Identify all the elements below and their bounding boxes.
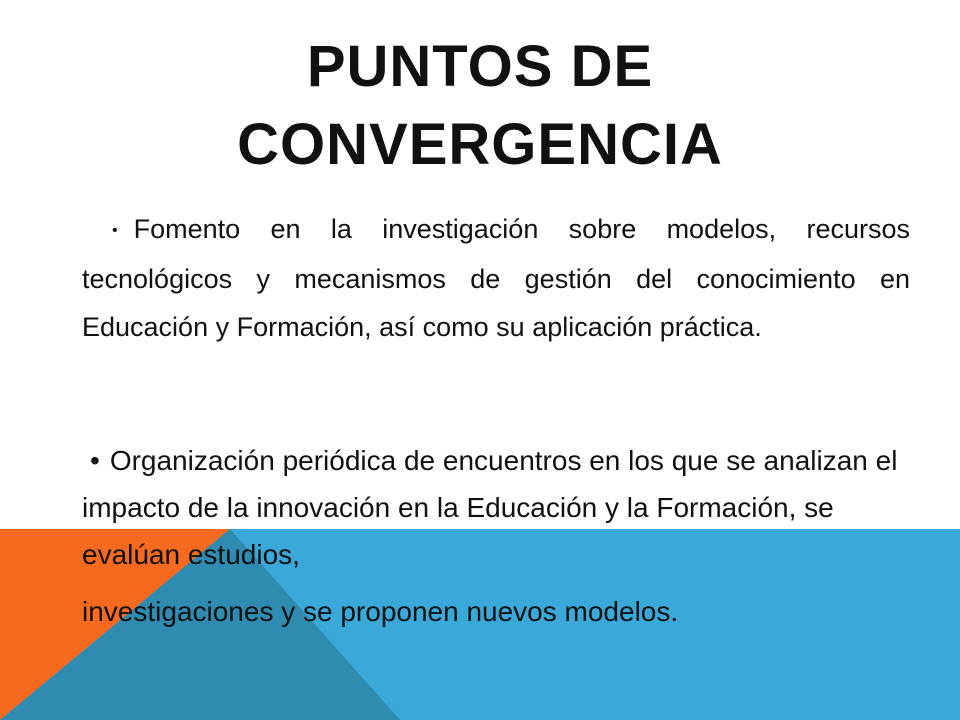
bullet-paragraph-1 <box>82 205 910 351</box>
bullet-icon: • <box>90 445 100 476</box>
bullet-paragraph-2 <box>82 437 910 578</box>
title-line-1: PUNTOS DE <box>306 34 654 99</box>
paragraph-1-text: Fomento en la investigación sobre modelos, recursos tecnológicos y mecanismos de gestión del conocimiento en Educación y Formación, así como su aplicación práctica. <box>82 214 910 342</box>
paragraph-2-text: Organización periódica de encuentros en los que se analizan el impacto de la innovación en la Educación y la Formación, se evalúan estudios, <box>82 445 898 570</box>
paragraph-3 <box>82 588 910 635</box>
slide-title <box>0 28 960 184</box>
title-line-2: CONVERGENCIA <box>237 112 723 177</box>
bullet-icon: • <box>112 221 118 239</box>
paragraph-3-text: investigaciones y se proponen nuevos modelos. <box>82 596 679 627</box>
